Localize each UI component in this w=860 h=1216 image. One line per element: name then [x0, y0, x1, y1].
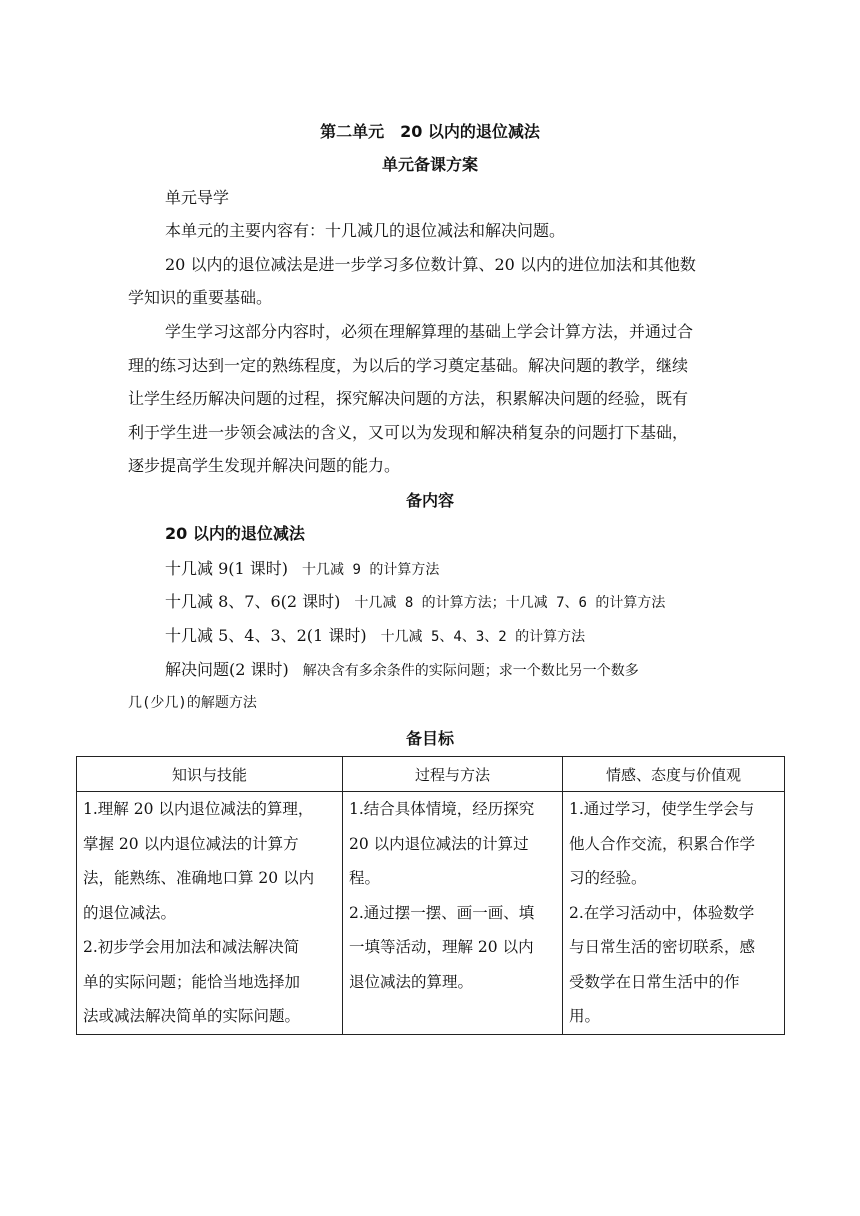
- intro-paragraph-1: 本单元的主要内容有：十几减几的退位减法和解决问题。: [165, 221, 566, 240]
- cell-line: 20 以内退位减法的计算过: [349, 834, 529, 853]
- content-section-title: 20 以内的退位减法: [165, 524, 305, 543]
- intro-paragraph-3-line-3: 让学生经历解决问题的过程，探究解决问题的方法，积累解决问题的经验，既有: [128, 389, 689, 408]
- intro-paragraph-3-line-2: 理的练习达到一定的熟练程度，为以后的学习奠定基础。解决问题的教学，继续: [128, 356, 689, 375]
- column-header-attitude: 情感、态度与价值观: [563, 757, 785, 792]
- cell-line: 的退位减法。: [83, 903, 177, 922]
- process-cell: [343, 792, 563, 1035]
- plan-title: 单元备课方案: [381, 155, 478, 174]
- cell-line: 程。: [349, 869, 381, 887]
- cell-line: 单的实际问题；能恰当地选择加: [83, 972, 301, 991]
- content-item-desc: 解决含有多余条件的实际问题；求一个数比另一个数多: [302, 663, 639, 679]
- content-heading: 备内容: [405, 491, 454, 510]
- cell-line: 退位减法的算理。: [349, 972, 474, 991]
- cell-line: 受数学在日常生活中的作: [569, 972, 740, 991]
- cell-line: 与日常生活的密切联系，感: [569, 938, 756, 956]
- content-item-topic: 十几减 5、4、3、2(1 课时): [165, 626, 367, 645]
- content-item-topic: 解决问题(2 课时): [165, 660, 289, 679]
- cell-line: 1.理解 20 以内退位减法的算理，: [83, 800, 314, 818]
- cell-line: 他人合作交流，积累合作学: [569, 834, 756, 853]
- cell-line: 法，能熟练、准确地口算 20 以内: [83, 869, 315, 887]
- column-header-process: 过程与方法: [343, 757, 563, 792]
- cell-line: 2.初步学会用加法和减法解决简: [83, 938, 300, 956]
- content-item-desc-continued: 几(少几)的解题方法: [128, 695, 257, 711]
- content-item-desc: 十几减 9 的计算方法: [302, 562, 440, 578]
- attitude-cell: [563, 792, 785, 1035]
- intro-paragraph-3-line-4: 利于学生进一步领会减法的含义，又可以为发现和解决稍复杂的问题打下基础，: [128, 423, 689, 442]
- cell-line: 用。: [569, 1007, 601, 1025]
- intro-paragraph-2-line-2: 学知识的重要基础。: [128, 288, 273, 307]
- content-item-desc: 十几减 8 的计算方法；十几减 7、6 的计算方法: [354, 595, 666, 611]
- goals-table: [76, 756, 785, 1035]
- cell-line: 1.结合具体情境，经历探究: [349, 800, 535, 818]
- goals-table-header-row: [77, 757, 785, 792]
- cell-line: 一填等活动，理解 20 以内: [349, 938, 534, 956]
- cell-line: 2.通过摆一摆、画一画、填: [349, 903, 535, 922]
- content-item: [165, 557, 736, 582]
- column-header-knowledge: 知识与技能: [77, 757, 343, 792]
- goals-heading: 备目标: [405, 729, 454, 748]
- cell-line: 1.通过学习，使学生学会与: [569, 800, 755, 818]
- unit-title: 第二单元 20 以内的退位减法: [320, 122, 540, 141]
- intro-paragraph-3-line-5: 逐步提高学生发现并解决问题的能力。: [128, 456, 401, 475]
- intro-paragraph-3-line-1: 学生学习这部分内容时，必须在理解算理的基础上学会计算方法，并通过合: [165, 322, 694, 341]
- content-item-topic: 十几减 9(1 课时): [165, 559, 289, 578]
- cell-line: 法或减法解决简单的实际问题。: [83, 1007, 301, 1025]
- content-item-topic: 十几减 8、7、6(2 课时): [165, 592, 341, 611]
- intro-paragraph-2-line-1: 20 以内的退位减法是进一步学习多位数计算、20 以内的进位加法和其他数: [165, 255, 696, 274]
- cell-line: 2.在学习活动中，体验数学: [569, 903, 755, 922]
- cell-line: 习的经验。: [569, 869, 647, 887]
- content-item-desc: 十几减 5、4、3、2 的计算方法: [380, 629, 586, 645]
- cell-line: 掌握 20 以内退位减法的计算方: [83, 834, 299, 853]
- intro-label: 单元导学: [165, 188, 230, 207]
- content-item: [165, 590, 736, 615]
- content-item: [165, 624, 736, 649]
- content-item: [165, 658, 736, 683]
- knowledge-cell: [77, 792, 343, 1035]
- goals-table-row: [77, 792, 785, 1035]
